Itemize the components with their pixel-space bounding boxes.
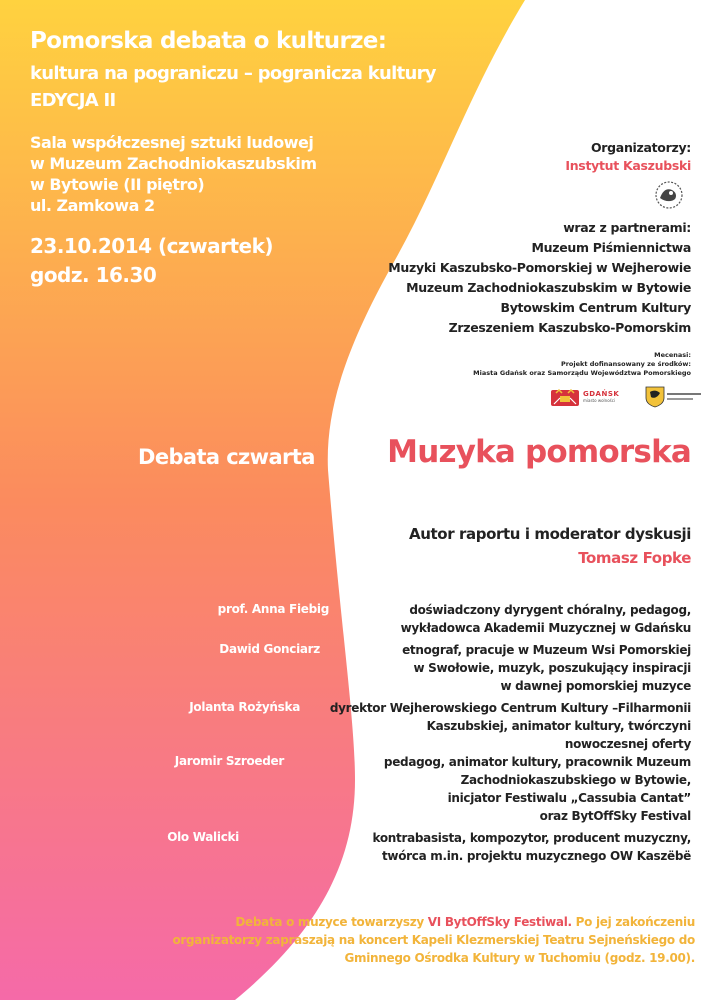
- event-time: godz. 16.30: [30, 263, 157, 287]
- footer-line: organizatorzy zapraszają na koncert Kapeli Klezmerskiej Teatru Sejneńskiego do: [172, 933, 695, 947]
- instytut-kaszubski-logo-icon: [650, 180, 688, 210]
- gdansk-logo: [583, 390, 641, 403]
- participant-desc: [384, 753, 691, 825]
- poster-title: Pomorska debata o kulturze:: [30, 28, 387, 54]
- footer-text: Po jej zakończeniu: [571, 915, 695, 929]
- patrons-block: [473, 351, 691, 378]
- footer-text: Debata o muzyce towarzyszy: [235, 915, 428, 929]
- footer-line: Gminnego Ośrodka Kultury w Tuchomiu (godz. 19.00).: [344, 951, 695, 965]
- debate-title: Muzyka pomorska: [387, 434, 691, 470]
- participant-desc-line: wykładowca Akademii Muzycznej w Gdańsku: [400, 621, 691, 635]
- participant-desc-line: inicjator Festiwalu „Cassubia Cantat”: [447, 791, 691, 805]
- gdansk-crest-icon: [550, 388, 580, 408]
- moderator-label: Autor raportu i moderator dyskusji: [409, 525, 691, 543]
- partners-label: wraz z partnerami:: [563, 220, 691, 235]
- partner-item: Muzyki Kaszubsko-Pomorskiej w Wejherowie: [388, 260, 691, 275]
- participant-name: Jolanta Rożyńska: [189, 700, 300, 714]
- pomorskie-logo-icon: [667, 390, 701, 404]
- festival-name: VI BytOffSky Festiwal.: [427, 915, 572, 929]
- participant-desc: [372, 829, 691, 865]
- date-block: [30, 232, 273, 290]
- participant-desc-line: pedagog, animator kultury, pracownik Muzeum: [383, 755, 691, 769]
- partner-item: Bytowskim Centrum Kultury: [500, 300, 691, 315]
- gdansk-logo-sub: miasto wolności: [583, 398, 616, 403]
- participant-desc-line: oraz BytOffSky Festival: [539, 809, 691, 823]
- participant-desc-line: doświadczony dyrygent chóralny, pedagog,: [409, 603, 691, 617]
- participant-desc-line: kontrabasista, kompozytor, producent muzyczny,: [372, 831, 691, 845]
- patrons-line: Miasta Gdańsk oraz Samorządu Województwa Pomorskiego: [473, 369, 691, 377]
- patrons-label: Mecenasi:: [654, 351, 691, 359]
- participant-desc-line: Zachodniokaszubskiego w Bytowie,: [460, 773, 691, 787]
- participant-name: prof. Anna Fiebig: [217, 602, 329, 616]
- event-date: 23.10.2014 (czwartek): [30, 234, 274, 258]
- participant-name: Jaromir Szroeder: [174, 754, 284, 768]
- participant-desc: [402, 641, 691, 695]
- participant-desc-line: dyrektor Wejherowskiego Centrum Kultury –Filharmonii: [329, 701, 691, 715]
- organizers-label: Organizatorzy:: [590, 140, 691, 155]
- participant-desc-line: w dawnej pomorskiej muzyce: [500, 679, 691, 693]
- participant-name: Olo Walicki: [167, 830, 239, 844]
- footer-line: [172, 913, 695, 931]
- partner-item: Muzeum Zachodniokaszubskim w Bytowie: [406, 280, 691, 295]
- participant-desc-line: etnograf, pracuje w Muzeum Wsi Pomorskiej: [402, 643, 691, 657]
- participant-desc-line: w Swołowie, muzyk, poszukujący inspiracji: [413, 661, 691, 675]
- venue-line: w Muzeum Zachodniokaszubskim: [30, 154, 317, 173]
- partner-item: Zrzeszeniem Kaszubsko-Pomorskim: [448, 320, 691, 335]
- participant-desc-line: twórca m.in. projektu muzycznego OW Kaszëbë: [381, 849, 691, 863]
- participant-desc-line: nowoczesnej oferty: [564, 737, 691, 751]
- participant-desc: [401, 601, 691, 637]
- footer-note: [172, 913, 695, 967]
- partner-item: Muzeum Piśmiennictwa: [531, 240, 691, 255]
- gdansk-logo-text: GDAŃSK: [583, 390, 620, 398]
- venue-block: [30, 132, 316, 216]
- organizer-name: Instytut Kaszubski: [565, 158, 691, 173]
- participant-desc-line: Kaszubskiej, animator kultury, twórczyni: [426, 719, 691, 733]
- poster-subtitle: kultura na pograniczu – pogranicza kultury: [30, 63, 436, 84]
- patrons-line: Projekt dofinansowany ze środków:: [560, 360, 691, 368]
- venue-line: Sala współczesnej sztuki ludowej: [30, 133, 314, 152]
- moderator-name: Tomasz Fopke: [578, 549, 691, 567]
- venue-line: ul. Zamkowa 2: [30, 196, 155, 215]
- pomorskie-crest-icon: [645, 386, 665, 408]
- participant-name: Dawid Gonciarz: [219, 642, 320, 656]
- edition-label: EDYCJA II: [30, 90, 116, 111]
- venue-line: w Bytowie (II piętro): [30, 175, 205, 194]
- participant-desc: [330, 699, 691, 753]
- debate-subtitle: Debata czwarta: [138, 445, 315, 469]
